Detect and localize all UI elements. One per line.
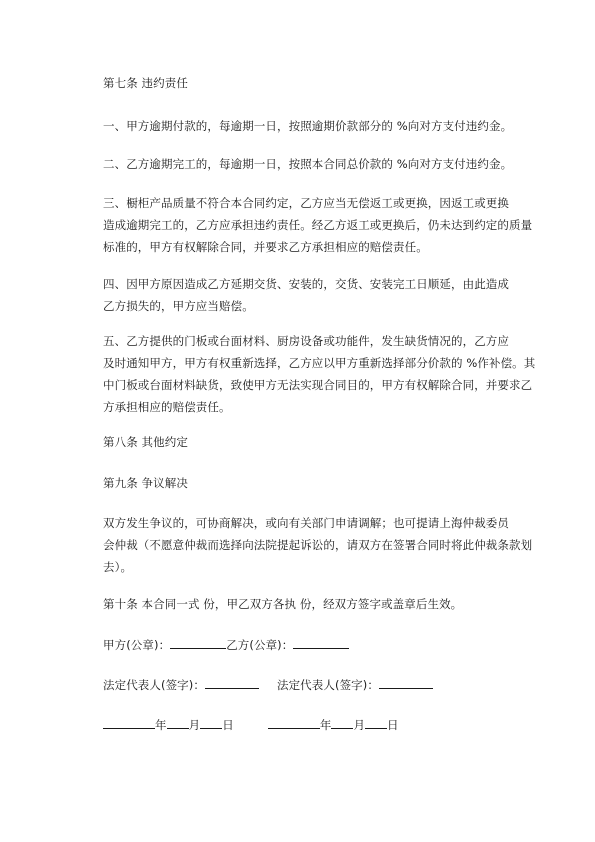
party-b-seal-blank[interactable]	[293, 636, 349, 649]
party-b-label: 乙方(公章)：	[226, 638, 294, 652]
article-9-line: 会仲裁（不愿意仲裁而选择向法院提起诉讼的，请双方在签署合同时将此仲裁条款划	[103, 538, 533, 552]
clause-5-line: 中门板或台面材料缺货，致使甲方无法实现合同目的，甲方有权解除合同，并要求乙	[103, 378, 533, 392]
clause-3-line: 造成逾期完工的，乙方应承担违约责任。经乙方返工或更换后，仍未达到约定的质量	[103, 218, 533, 232]
party-a-seal-blank[interactable]	[170, 636, 226, 649]
date-a-year-label: 年	[155, 718, 167, 732]
party-a-label: 甲方(公章)：	[103, 638, 171, 652]
article-9-body	[103, 512, 533, 578]
clause-3-line: 三、橱柜产品质量不符合本合同约定，乙方应当无偿返工或更换，因返工或更换	[103, 196, 509, 210]
article-7-clause-3	[103, 192, 533, 258]
party-seal-line	[103, 634, 523, 656]
date-a-month-blank[interactable]	[167, 716, 189, 729]
article-7-heading: 第七条 违约责任	[103, 76, 188, 90]
date-b-month-label: 月	[353, 718, 366, 732]
article-9-line: 去）。	[103, 560, 133, 574]
date-b-day-label: 日	[387, 718, 399, 732]
date-a-day-blank[interactable]	[200, 716, 222, 729]
article-7-clause-1: 一、甲方逾期付款的，每逾期一日，按照逾期价款部分的 %向对方支付违约金。	[103, 119, 513, 133]
article-7-clause-2: 二、乙方逾期完工的，每逾期一日，按照本合同总价款的 %向对方支付违约金。	[103, 157, 513, 171]
date-b-month-blank[interactable]	[331, 716, 353, 729]
rep-b-signature-blank[interactable]	[379, 676, 433, 689]
rep-a-signature-blank[interactable]	[205, 676, 259, 689]
article-9-heading: 第九条 争议解决	[103, 476, 188, 490]
article-9-line: 双方发生争议的，可协商解决，或向有关部门申请调解；也可提请上海仲裁委员	[103, 516, 509, 530]
date-a-month-label: 月	[188, 718, 201, 732]
clause-5-line: 方承担相应的赔偿责任。	[103, 400, 231, 414]
clause-4-line: 乙方损失的，甲方应当赔偿。	[103, 299, 254, 313]
date-a-day-label: 日	[222, 718, 234, 732]
clause-3-line: 标准的，甲方有权解除合同，并要求乙方承担相应的赔偿责任。	[103, 240, 428, 254]
clause-5-line: 五、乙方提供的门板或台面材料、厨房设备或功能件，发生缺货情况的，乙方应	[103, 334, 509, 348]
rep-a-label: 法定代表人(签字)：	[103, 678, 205, 692]
date-b-year-blank[interactable]	[268, 716, 320, 729]
representative-line	[103, 674, 523, 696]
date-b-day-blank[interactable]	[365, 716, 387, 729]
date-line	[103, 714, 523, 736]
rep-b-label: 法定代表人(签字)：	[276, 678, 379, 692]
article-10-text: 第十条 本合同一式 份，甲乙双方各执 份，经双方签字或盖章后生效。	[103, 597, 463, 611]
date-b-year-label: 年	[319, 718, 332, 732]
clause-4-line: 四、因甲方原因造成乙方延期交货、安装的，交货、安装完工日顺延，由此造成	[103, 277, 509, 291]
date-a-year-blank[interactable]	[103, 716, 155, 729]
article-7-clause-4	[103, 273, 523, 317]
article-7-clause-5	[103, 330, 536, 418]
article-8-heading: 第八条 其他约定	[103, 435, 188, 449]
clause-5-line: 及时通知甲方，甲方有权重新选择，乙方应以甲方重新选择部分价款的 %作补偿。其	[103, 356, 536, 370]
